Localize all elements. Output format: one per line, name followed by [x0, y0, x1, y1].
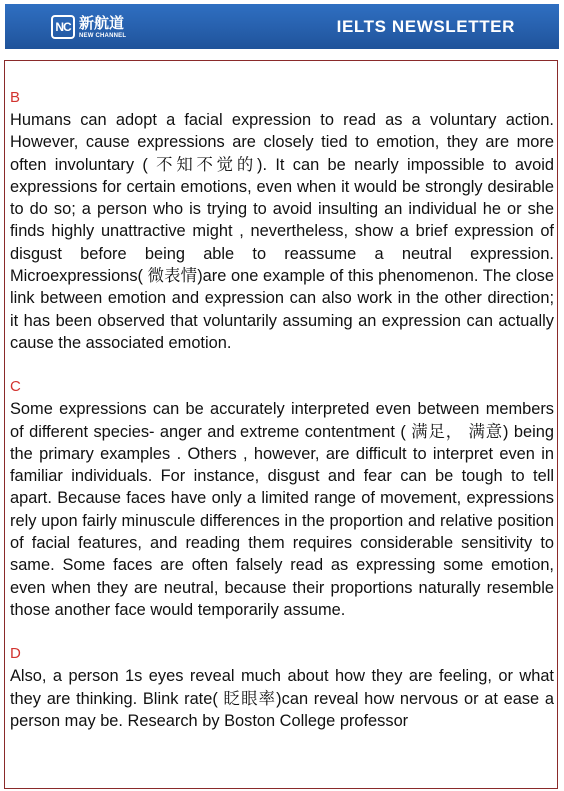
section-letter-b: B	[10, 89, 21, 106]
section-c-paragraph: Some expressions can be accurately interpreted even between members of different species- anger and extreme contentment ( 满足， 满意) being the primary examples . Others , however, are difficult to interpret even in familiar individuals. For instance, disgust and fear can be tough to tell apart. Because faces have only a limited range of movement, expressions rely upon fairly minuscule differences in the proportion and relative position of facial features, and reading them requires considerable sensitivity to same. Some faces are often falsely read as expressing some emotion, even when they are neutral, because their proportions naturally resemble those another face would temporarily assume.	[10, 400, 554, 619]
logo-text	[79, 13, 127, 39]
article-body	[10, 87, 554, 732]
logo-chinese-name: 新航道	[79, 13, 125, 32]
newsletter-header	[5, 4, 559, 49]
brand-logo	[51, 13, 126, 41]
logo-mark-icon: NC	[51, 15, 75, 39]
section-d-paragraph: Also, a person 1s eyes reveal much about how they are feeling, or what they are thinking. Blink rate( 眨眼率)can reveal how nervous or at ease a person may be. Research by Boston College professor	[10, 667, 554, 730]
section-letter-c: C	[10, 378, 21, 396]
article-frame	[4, 60, 558, 789]
newsletter-title: IELTS NEWSLETTER	[336, 17, 515, 36]
logo-english-name: NEW CHANNEL	[79, 32, 127, 39]
section-b-paragraph: Humans can adopt a facial expression to read as a voluntary action. However, cause expressions are closely tied to emotion, they are more often involuntary ( 不知不觉的). It can be nearly impossible to avoid expressions for certain emotions, even when it would be strongly desirable to do so; a person who is trying to avoid insulting an individual he or she finds highly unattractive might , nevertheless, show a brief expression of disgust before being able to reassume a neutral expression. Microexpressions( 微表情)are one example of this phenomenon. The close link between emotion and expression can also work in the other direction; it has been observed that voluntarily assuming an expression can actually cause the associated emotion.	[10, 111, 554, 352]
section-letter-d: D	[10, 645, 21, 663]
